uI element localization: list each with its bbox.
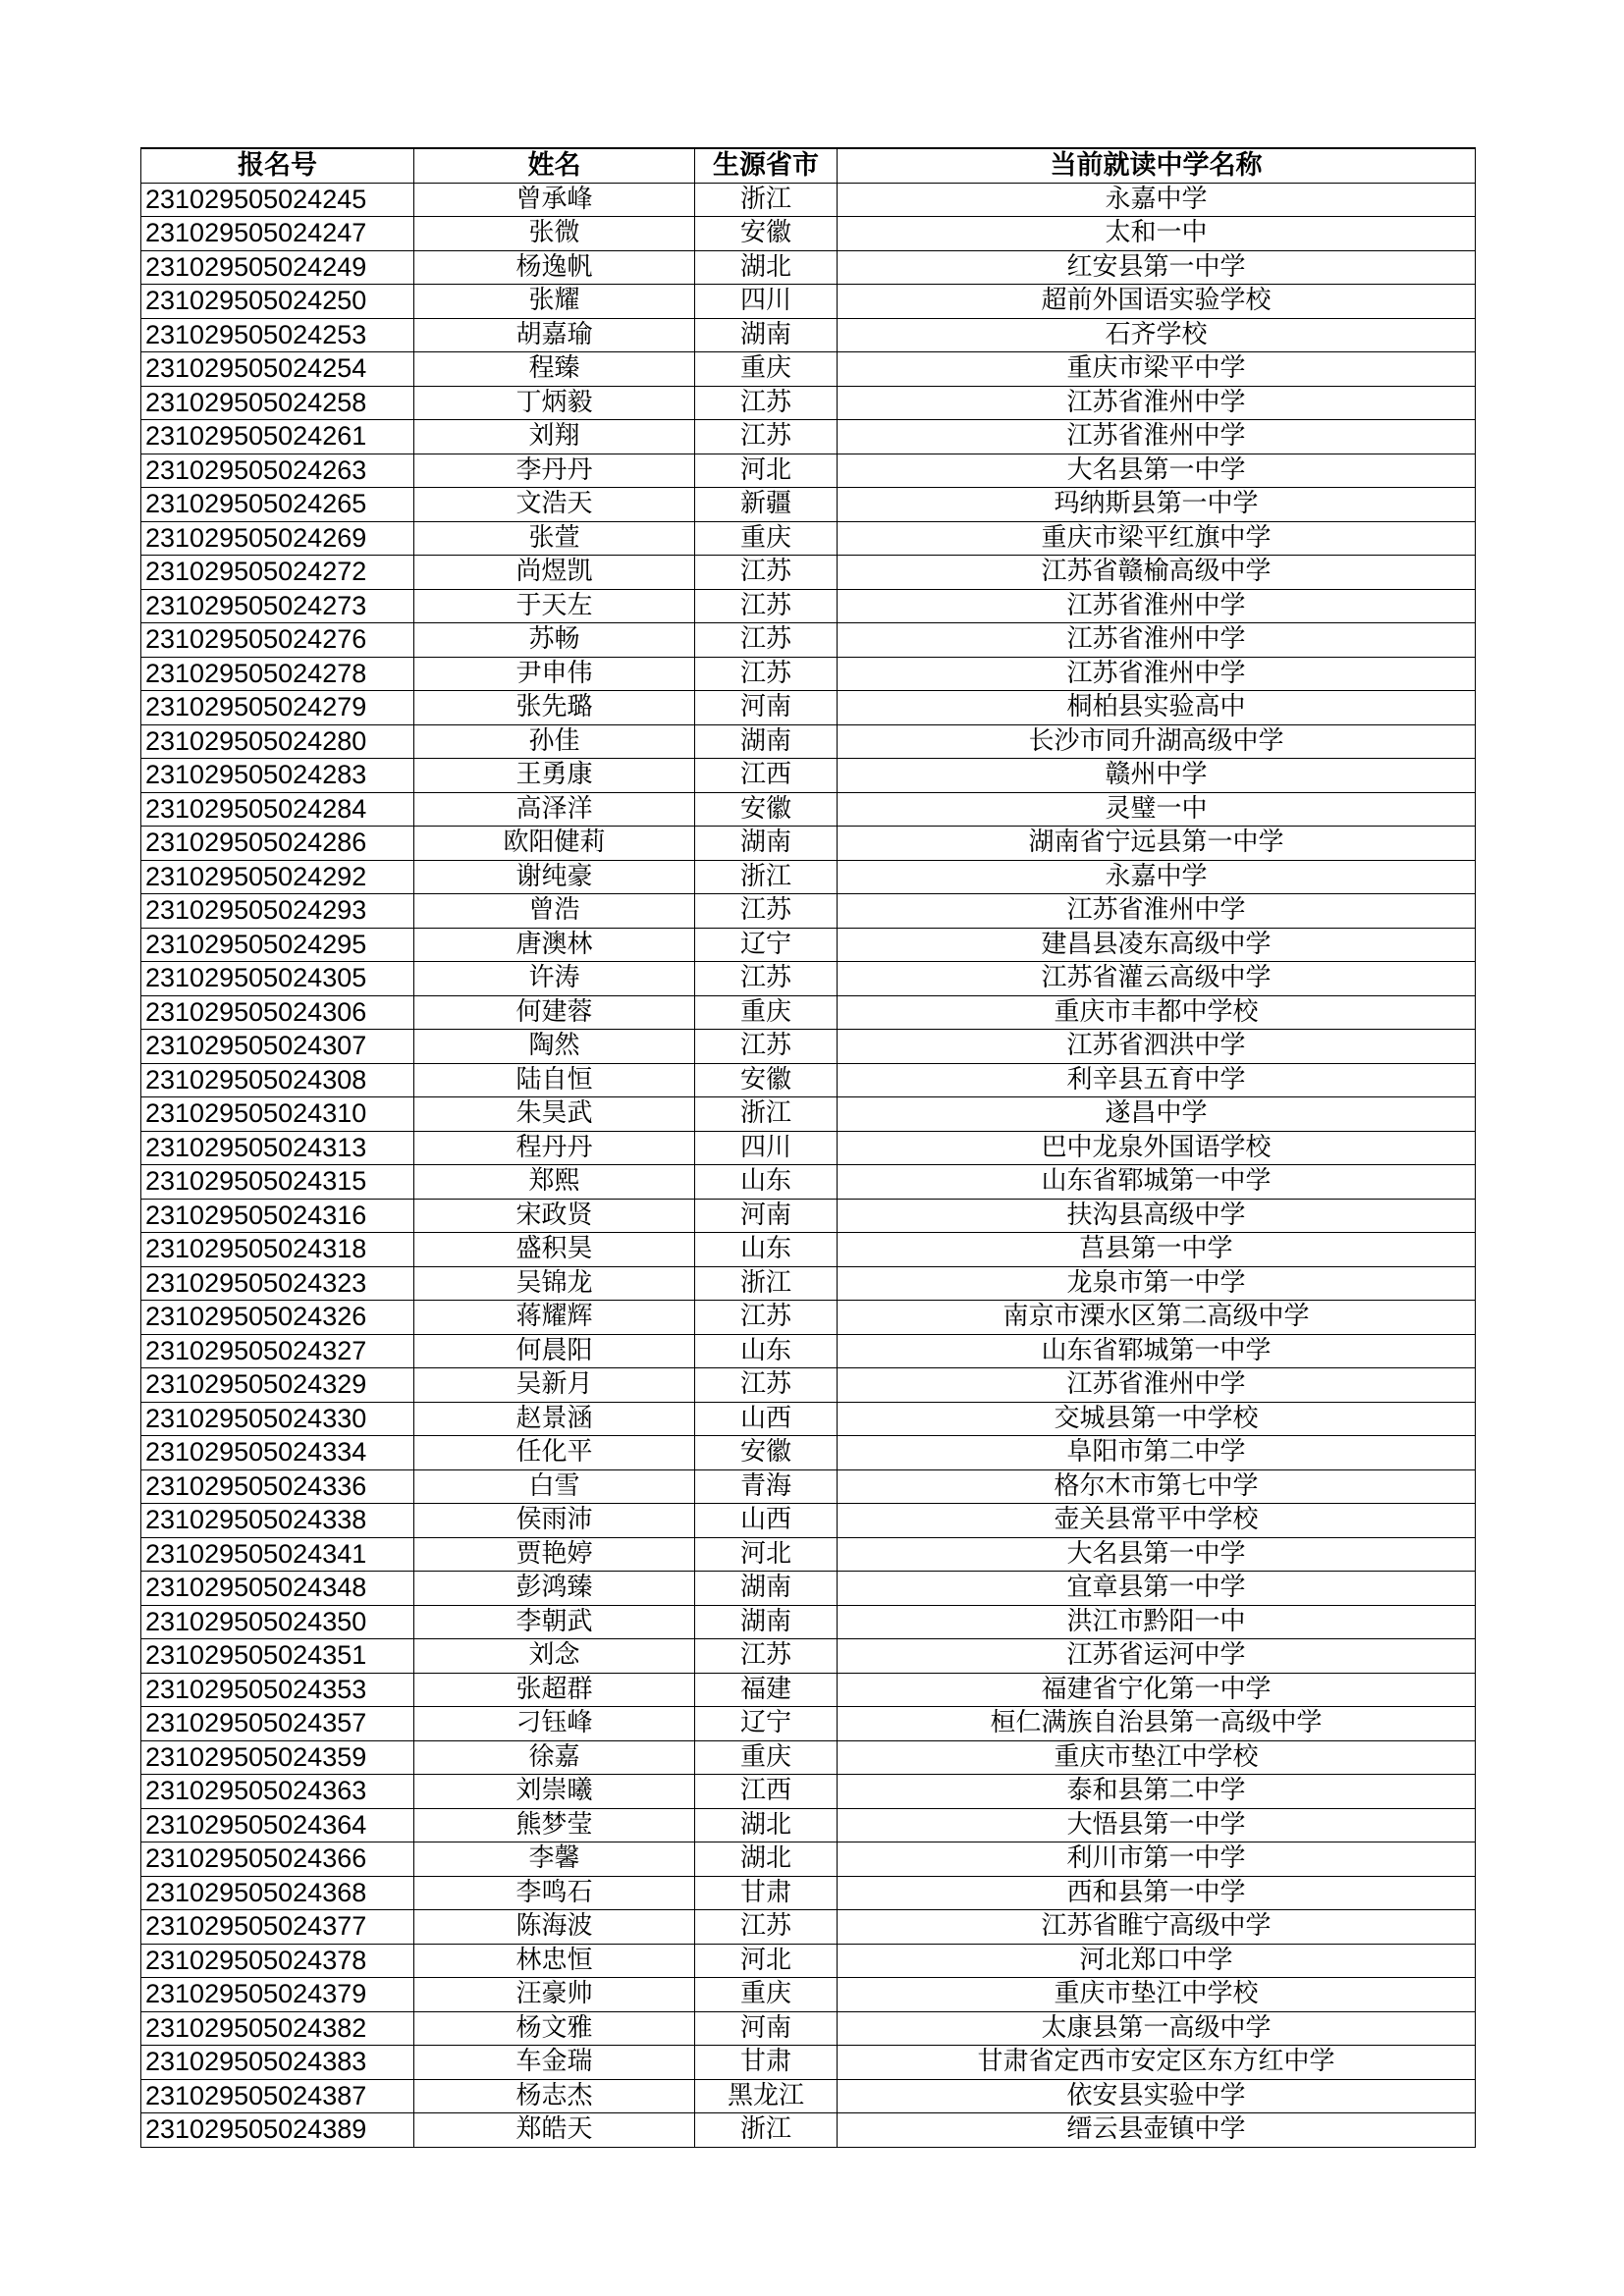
province-cell: 山东 (695, 1334, 838, 1368)
name-cell: 杨逸帆 (414, 250, 695, 285)
registration-number-cell: 231029505024276 (141, 623, 414, 658)
school-cell: 利川市第一中学 (838, 1842, 1476, 1877)
school-cell: 利辛县五育中学 (838, 1063, 1476, 1097)
student-roster-table (140, 147, 1476, 2148)
school-cell: 宜章县第一中学 (838, 1572, 1476, 1606)
registration-number-cell: 231029505024315 (141, 1165, 414, 1200)
province-cell: 江苏 (695, 623, 838, 658)
province-cell: 重庆 (695, 995, 838, 1030)
name-cell: 刘翔 (414, 420, 695, 454)
school-cell: 大名县第一中学 (838, 1537, 1476, 1572)
table-row (141, 2046, 1476, 2080)
registration-number-cell: 231029505024389 (141, 2113, 414, 2148)
province-cell: 甘肃 (695, 2046, 838, 2080)
table-row (141, 1978, 1476, 2012)
table-row (141, 352, 1476, 387)
registration-number-cell: 231029505024280 (141, 724, 414, 759)
table-row (141, 1707, 1476, 1741)
table-row (141, 488, 1476, 522)
registration-number-cell: 231029505024382 (141, 2011, 414, 2046)
table-row (141, 1910, 1476, 1945)
province-cell: 河南 (695, 691, 838, 725)
province-cell: 山西 (695, 1402, 838, 1436)
registration-number-cell: 231029505024284 (141, 792, 414, 827)
table-row (141, 1266, 1476, 1301)
table-row (141, 454, 1476, 488)
province-cell: 重庆 (695, 352, 838, 387)
province-cell: 新疆 (695, 488, 838, 522)
table-row (141, 1537, 1476, 1572)
table-row (141, 1131, 1476, 1165)
province-cell: 江苏 (695, 1301, 838, 1335)
name-cell: 曾承峰 (414, 183, 695, 217)
name-cell: 车金瑞 (414, 2046, 695, 2080)
table-row (141, 962, 1476, 996)
school-cell: 江苏省淮州中学 (838, 623, 1476, 658)
registration-number-cell: 231029505024250 (141, 285, 414, 319)
registration-number-cell: 231029505024330 (141, 1402, 414, 1436)
school-cell: 永嘉中学 (838, 860, 1476, 894)
registration-number-cell: 231029505024283 (141, 759, 414, 793)
name-cell: 彭鸿臻 (414, 1572, 695, 1606)
table-row (141, 1063, 1476, 1097)
school-cell: 江苏省淮州中学 (838, 894, 1476, 929)
school-cell: 龙泉市第一中学 (838, 1266, 1476, 1301)
table-row (141, 1233, 1476, 1267)
school-cell: 重庆市垫江中学校 (838, 1740, 1476, 1775)
province-cell: 山东 (695, 1165, 838, 1200)
school-cell: 江苏省灌云高级中学 (838, 962, 1476, 996)
province-cell: 山东 (695, 1233, 838, 1267)
school-cell: 南京市溧水区第二高级中学 (838, 1301, 1476, 1335)
name-cell: 高泽洋 (414, 792, 695, 827)
registration-number-cell: 231029505024341 (141, 1537, 414, 1572)
table-row (141, 1334, 1476, 1368)
registration-number-cell: 231029505024272 (141, 556, 414, 590)
table-row (141, 1944, 1476, 1978)
table-row (141, 928, 1476, 962)
province-cell: 江苏 (695, 386, 838, 420)
registration-number-cell: 231029505024368 (141, 1876, 414, 1910)
school-cell: 玛纳斯县第一中学 (838, 488, 1476, 522)
name-cell: 苏畅 (414, 623, 695, 658)
table-row (141, 657, 1476, 691)
province-cell: 江苏 (695, 657, 838, 691)
table-row (141, 1639, 1476, 1674)
school-cell: 湖南省宁远县第一中学 (838, 827, 1476, 861)
registration-number-cell: 231029505024364 (141, 1808, 414, 1842)
table-row (141, 1572, 1476, 1606)
registration-number-cell: 231029505024306 (141, 995, 414, 1030)
registration-number-cell: 231029505024353 (141, 1673, 414, 1707)
table-row (141, 1775, 1476, 1809)
registration-number-cell: 231029505024278 (141, 657, 414, 691)
name-cell: 林忠恒 (414, 1944, 695, 1978)
registration-number-cell: 231029505024318 (141, 1233, 414, 1267)
registration-number-cell: 231029505024245 (141, 183, 414, 217)
table-body (141, 183, 1476, 2147)
name-cell: 丁炳毅 (414, 386, 695, 420)
province-cell: 浙江 (695, 183, 838, 217)
province-cell: 湖北 (695, 1808, 838, 1842)
school-cell: 桐柏县实验高中 (838, 691, 1476, 725)
table-row (141, 860, 1476, 894)
province-cell: 山西 (695, 1504, 838, 1538)
name-cell: 孙佳 (414, 724, 695, 759)
table-row (141, 386, 1476, 420)
registration-number-cell: 231029505024269 (141, 521, 414, 556)
table-row (141, 420, 1476, 454)
registration-number-cell: 231029505024350 (141, 1605, 414, 1639)
registration-number-cell: 231029505024305 (141, 962, 414, 996)
school-cell: 大名县第一中学 (838, 454, 1476, 488)
table-row (141, 217, 1476, 251)
registration-number-cell: 231029505024334 (141, 1436, 414, 1470)
registration-number-cell: 231029505024326 (141, 1301, 414, 1335)
registration-number-cell: 231029505024258 (141, 386, 414, 420)
name-cell: 杨文雅 (414, 2011, 695, 2046)
school-cell: 山东省郓城第一中学 (838, 1334, 1476, 1368)
school-cell: 桓仁满族自治县第一高级中学 (838, 1707, 1476, 1741)
school-cell: 缙云县壶镇中学 (838, 2113, 1476, 2148)
table-row (141, 1504, 1476, 1538)
province-cell: 浙江 (695, 860, 838, 894)
registration-number-cell: 231029505024265 (141, 488, 414, 522)
province-cell: 湖北 (695, 250, 838, 285)
province-cell: 湖南 (695, 318, 838, 352)
school-cell: 江苏省淮州中学 (838, 386, 1476, 420)
school-cell: 灵璧一中 (838, 792, 1476, 827)
table-row (141, 1469, 1476, 1504)
school-cell: 江苏省淮州中学 (838, 657, 1476, 691)
registration-number-cell: 231029505024253 (141, 318, 414, 352)
province-cell: 江苏 (695, 1910, 838, 1945)
table-row (141, 1097, 1476, 1132)
province-cell: 安徽 (695, 792, 838, 827)
name-cell: 程臻 (414, 352, 695, 387)
province-cell: 江苏 (695, 1368, 838, 1403)
header-name: 姓名 (414, 148, 695, 183)
school-cell: 石齐学校 (838, 318, 1476, 352)
province-cell: 湖南 (695, 827, 838, 861)
registration-number-cell: 231029505024338 (141, 1504, 414, 1538)
registration-number-cell: 231029505024295 (141, 928, 414, 962)
header-registration-number: 报名号 (141, 148, 414, 183)
province-cell: 江西 (695, 759, 838, 793)
name-cell: 于天左 (414, 589, 695, 623)
school-cell: 重庆市梁平红旗中学 (838, 521, 1476, 556)
name-cell: 程丹丹 (414, 1131, 695, 1165)
name-cell: 陶然 (414, 1030, 695, 1064)
name-cell: 胡嘉瑜 (414, 318, 695, 352)
registration-number-cell: 231029505024254 (141, 352, 414, 387)
registration-number-cell: 231029505024313 (141, 1131, 414, 1165)
province-cell: 辽宁 (695, 1707, 838, 1741)
name-cell: 欧阳健莉 (414, 827, 695, 861)
school-cell: 江苏省睢宁高级中学 (838, 1910, 1476, 1945)
school-cell: 巴中龙泉外国语学校 (838, 1131, 1476, 1165)
name-cell: 谢纯豪 (414, 860, 695, 894)
registration-number-cell: 231029505024263 (141, 454, 414, 488)
name-cell: 吴锦龙 (414, 1266, 695, 1301)
school-cell: 福建省宁化第一中学 (838, 1673, 1476, 1707)
registration-number-cell: 231029505024247 (141, 217, 414, 251)
province-cell: 江苏 (695, 589, 838, 623)
name-cell: 熊梦莹 (414, 1808, 695, 1842)
name-cell: 陈海波 (414, 1910, 695, 1945)
school-cell: 莒县第一中学 (838, 1233, 1476, 1267)
name-cell: 张超群 (414, 1673, 695, 1707)
province-cell: 河南 (695, 2011, 838, 2046)
school-cell: 河北郑口中学 (838, 1944, 1476, 1978)
province-cell: 江苏 (695, 1030, 838, 1064)
province-cell: 安徽 (695, 217, 838, 251)
school-cell: 江苏省淮州中学 (838, 1368, 1476, 1403)
school-cell: 泰和县第二中学 (838, 1775, 1476, 1809)
name-cell: 唐澳林 (414, 928, 695, 962)
registration-number-cell: 231029505024378 (141, 1944, 414, 1978)
name-cell: 刁钰峰 (414, 1707, 695, 1741)
province-cell: 江西 (695, 1775, 838, 1809)
registration-number-cell: 231029505024310 (141, 1097, 414, 1132)
school-cell: 重庆市丰都中学校 (838, 995, 1476, 1030)
school-cell: 太和一中 (838, 217, 1476, 251)
province-cell: 甘肃 (695, 1876, 838, 1910)
school-cell: 阜阳市第二中学 (838, 1436, 1476, 1470)
registration-number-cell: 231029505024357 (141, 1707, 414, 1741)
table-row (141, 691, 1476, 725)
school-cell: 江苏省淮州中学 (838, 589, 1476, 623)
table-row (141, 556, 1476, 590)
name-cell: 尚煜凯 (414, 556, 695, 590)
school-cell: 太康县第一高级中学 (838, 2011, 1476, 2046)
province-cell: 湖南 (695, 724, 838, 759)
table-row (141, 1368, 1476, 1403)
school-cell: 大悟县第一中学 (838, 1808, 1476, 1842)
school-cell: 永嘉中学 (838, 183, 1476, 217)
registration-number-cell: 231029505024327 (141, 1334, 414, 1368)
name-cell: 何建蓉 (414, 995, 695, 1030)
table-row (141, 1301, 1476, 1335)
school-cell: 格尔木市第七中学 (838, 1469, 1476, 1504)
name-cell: 吴新月 (414, 1368, 695, 1403)
province-cell: 青海 (695, 1469, 838, 1504)
table-row (141, 995, 1476, 1030)
province-cell: 江苏 (695, 1639, 838, 1674)
registration-number-cell: 231029505024336 (141, 1469, 414, 1504)
school-cell: 扶沟县高级中学 (838, 1199, 1476, 1233)
table-row (141, 521, 1476, 556)
table-row (141, 589, 1476, 623)
table-row (141, 1673, 1476, 1707)
registration-number-cell: 231029505024348 (141, 1572, 414, 1606)
province-cell: 四川 (695, 285, 838, 319)
registration-number-cell: 231029505024261 (141, 420, 414, 454)
table-row (141, 1402, 1476, 1436)
name-cell: 张微 (414, 217, 695, 251)
province-cell: 湖南 (695, 1572, 838, 1606)
table-row (141, 759, 1476, 793)
table-row (141, 623, 1476, 658)
registration-number-cell: 231029505024359 (141, 1740, 414, 1775)
table-row (141, 285, 1476, 319)
registration-number-cell: 231029505024279 (141, 691, 414, 725)
name-cell: 盛积昊 (414, 1233, 695, 1267)
province-cell: 安徽 (695, 1436, 838, 1470)
name-cell: 朱昊武 (414, 1097, 695, 1132)
registration-number-cell: 231029505024377 (141, 1910, 414, 1945)
registration-number-cell: 231029505024351 (141, 1639, 414, 1674)
table-row (141, 1842, 1476, 1877)
header-province: 生源省市 (695, 148, 838, 183)
registration-number-cell: 231029505024308 (141, 1063, 414, 1097)
province-cell: 湖南 (695, 1605, 838, 1639)
school-cell: 江苏省运河中学 (838, 1639, 1476, 1674)
school-cell: 江苏省淮州中学 (838, 420, 1476, 454)
province-cell: 辽宁 (695, 928, 838, 962)
school-cell: 红安县第一中学 (838, 250, 1476, 285)
table-row (141, 2113, 1476, 2148)
header-school: 当前就读中学名称 (838, 148, 1476, 183)
registration-number-cell: 231029505024293 (141, 894, 414, 929)
registration-number-cell: 231029505024363 (141, 1775, 414, 1809)
name-cell: 李朝武 (414, 1605, 695, 1639)
name-cell: 刘念 (414, 1639, 695, 1674)
table-row (141, 318, 1476, 352)
table-row (141, 1808, 1476, 1842)
name-cell: 张耀 (414, 285, 695, 319)
registration-number-cell: 231029505024273 (141, 589, 414, 623)
school-cell: 江苏省泗洪中学 (838, 1030, 1476, 1064)
registration-number-cell: 231029505024292 (141, 860, 414, 894)
province-cell: 河北 (695, 454, 838, 488)
province-cell: 浙江 (695, 2113, 838, 2148)
province-cell: 重庆 (695, 1740, 838, 1775)
name-cell: 李鸣石 (414, 1876, 695, 1910)
province-cell: 江苏 (695, 962, 838, 996)
name-cell: 李馨 (414, 1842, 695, 1877)
school-cell: 洪江市黔阳一中 (838, 1605, 1476, 1639)
name-cell: 尹申伟 (414, 657, 695, 691)
school-cell: 建昌县凌东高级中学 (838, 928, 1476, 962)
registration-number-cell: 231029505024379 (141, 1978, 414, 2012)
name-cell: 张萱 (414, 521, 695, 556)
school-cell: 重庆市垫江中学校 (838, 1978, 1476, 2012)
name-cell: 郑皓天 (414, 2113, 695, 2148)
name-cell: 刘崇曦 (414, 1775, 695, 1809)
province-cell: 河北 (695, 1537, 838, 1572)
table-row (141, 1030, 1476, 1064)
school-cell: 壶关县常平中学校 (838, 1504, 1476, 1538)
name-cell: 宋政贤 (414, 1199, 695, 1233)
school-cell: 江苏省赣榆高级中学 (838, 556, 1476, 590)
name-cell: 许涛 (414, 962, 695, 996)
school-cell: 山东省郓城第一中学 (838, 1165, 1476, 1200)
school-cell: 长沙市同升湖高级中学 (838, 724, 1476, 759)
name-cell: 曾浩 (414, 894, 695, 929)
school-cell: 遂昌中学 (838, 1097, 1476, 1132)
province-cell: 浙江 (695, 1266, 838, 1301)
name-cell: 郑熙 (414, 1165, 695, 1200)
table-row (141, 250, 1476, 285)
registration-number-cell: 231029505024307 (141, 1030, 414, 1064)
registration-number-cell: 231029505024323 (141, 1266, 414, 1301)
name-cell: 何晨阳 (414, 1334, 695, 1368)
registration-number-cell: 231029505024286 (141, 827, 414, 861)
registration-number-cell: 231029505024249 (141, 250, 414, 285)
name-cell: 王勇康 (414, 759, 695, 793)
name-cell: 蒋耀辉 (414, 1301, 695, 1335)
registration-number-cell: 231029505024366 (141, 1842, 414, 1877)
province-cell: 黑龙江 (695, 2079, 838, 2113)
name-cell: 贾艳婷 (414, 1537, 695, 1572)
table-row (141, 792, 1476, 827)
name-cell: 汪豪帅 (414, 1978, 695, 2012)
province-cell: 重庆 (695, 521, 838, 556)
table-row (141, 724, 1476, 759)
province-cell: 重庆 (695, 1978, 838, 2012)
table-row (141, 2079, 1476, 2113)
name-cell: 陆自恒 (414, 1063, 695, 1097)
province-cell: 四川 (695, 1131, 838, 1165)
name-cell: 侯雨沛 (414, 1504, 695, 1538)
school-cell: 超前外国语实验学校 (838, 285, 1476, 319)
province-cell: 浙江 (695, 1097, 838, 1132)
school-cell: 甘肃省定西市安定区东方红中学 (838, 2046, 1476, 2080)
table-row (141, 2011, 1476, 2046)
table-row (141, 1876, 1476, 1910)
school-cell: 依安县实验中学 (838, 2079, 1476, 2113)
registration-number-cell: 231029505024383 (141, 2046, 414, 2080)
name-cell: 张先璐 (414, 691, 695, 725)
name-cell: 文浩天 (414, 488, 695, 522)
province-cell: 江苏 (695, 894, 838, 929)
table-row (141, 1165, 1476, 1200)
name-cell: 李丹丹 (414, 454, 695, 488)
registration-number-cell: 231029505024329 (141, 1368, 414, 1403)
name-cell: 任化平 (414, 1436, 695, 1470)
province-cell: 江苏 (695, 420, 838, 454)
header-row (141, 148, 1476, 183)
province-cell: 湖北 (695, 1842, 838, 1877)
school-cell: 西和县第一中学 (838, 1876, 1476, 1910)
table-row (141, 183, 1476, 217)
table-row (141, 1605, 1476, 1639)
school-cell: 重庆市梁平中学 (838, 352, 1476, 387)
name-cell: 杨志杰 (414, 2079, 695, 2113)
registration-number-cell: 231029505024316 (141, 1199, 414, 1233)
province-cell: 河北 (695, 1944, 838, 1978)
name-cell: 赵景涵 (414, 1402, 695, 1436)
registration-number-cell: 231029505024387 (141, 2079, 414, 2113)
table-row (141, 1740, 1476, 1775)
name-cell: 白雪 (414, 1469, 695, 1504)
school-cell: 赣州中学 (838, 759, 1476, 793)
name-cell: 徐嘉 (414, 1740, 695, 1775)
province-cell: 江苏 (695, 556, 838, 590)
table-row (141, 1436, 1476, 1470)
province-cell: 河南 (695, 1199, 838, 1233)
table-row (141, 827, 1476, 861)
province-cell: 安徽 (695, 1063, 838, 1097)
table-row (141, 1199, 1476, 1233)
province-cell: 福建 (695, 1673, 838, 1707)
table-row (141, 894, 1476, 929)
school-cell: 交城县第一中学校 (838, 1402, 1476, 1436)
